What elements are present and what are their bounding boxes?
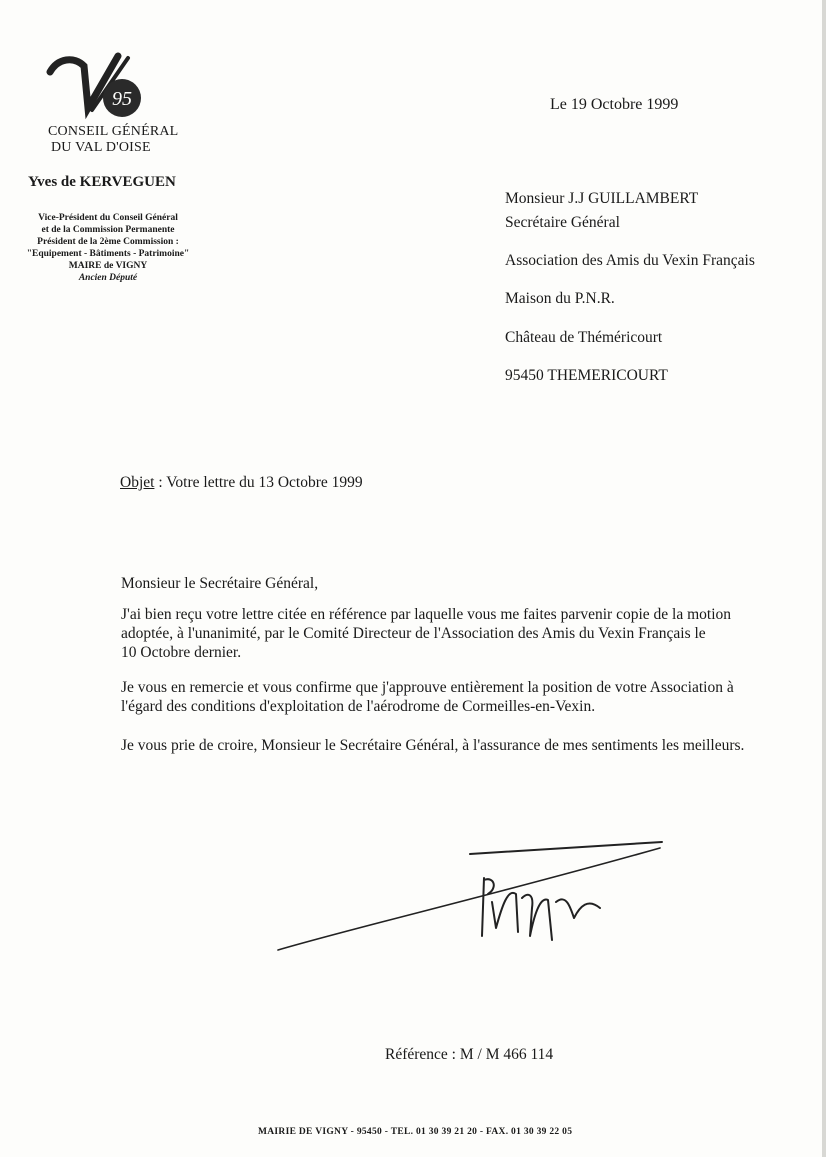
sender-title-line: MAIRE de VIGNY (68, 261, 148, 271)
recipient-line: Association des Amis du Vexin Français (505, 252, 755, 269)
subject-label: Objet (120, 474, 155, 491)
paragraph-line: J'ai bien reçu votre lettre citée en référence par laquelle vous me faites parvenir copie de la motion (121, 606, 732, 623)
salutation: Monsieur le Secrétaire Général, (121, 575, 319, 592)
paragraph-line: Je vous en remercie et vous confirme que j'approuve entièrement la position de votre Association à (121, 679, 734, 696)
recipient-line: Château de Théméricourt (505, 329, 663, 346)
paragraph-line: 10 Octobre dernier. (121, 644, 242, 661)
sender-title-line: et de la Commission Permanente (41, 225, 175, 235)
reference: Référence : M / M 466 114 (385, 1046, 554, 1063)
sender-former-title: Ancien Député (78, 273, 138, 283)
letter-date: Le 19 Octobre 1999 (550, 96, 679, 113)
paragraph-2 (121, 678, 801, 716)
sender-titles (18, 212, 198, 284)
footer-contact: MAIRIE DE VIGNY - 95450 - TEL. 01 30 39 21 20 - FAX. 01 30 39 22 05 (258, 1127, 573, 1137)
org-name-line2: DU VAL D'OISE (51, 140, 151, 155)
recipient-line: Secrétaire Général (505, 214, 620, 231)
subject-text: : Votre lettre du 13 Octobre 1999 (154, 474, 363, 491)
paragraph-1 (121, 605, 801, 662)
sender-title-line: "Equipement - Bâtiments - Patrimoine" (26, 249, 190, 259)
subject-line (120, 474, 363, 492)
paragraph-line: adoptée, à l'unanimité, par le Comité Directeur de l'Association des Amis du Vexin Français le (121, 625, 706, 642)
recipient-line: 95450 THEMERICOURT (505, 367, 668, 384)
page-edge (822, 0, 826, 1157)
conseil-general-logo (44, 52, 184, 132)
sender-name: Yves de KERVEGUEN (28, 174, 176, 190)
recipient-line: Maison du P.N.R. (505, 290, 615, 307)
signature (270, 836, 670, 966)
sender-title-line: Vice-Président du Conseil Général (38, 213, 178, 223)
closing-line: Je vous prie de croire, Monsieur le Secrétaire Général, à l'assurance de mes sentiments les meilleurs. (121, 737, 745, 754)
recipient-line: Monsieur J.J GUILLAMBERT (505, 190, 699, 207)
paragraph-line: l'égard des conditions d'exploitation de l'aérodrome de Cormeilles-en-Vexin. (121, 698, 596, 715)
logo-number: 95 (112, 88, 132, 110)
org-name-line1: CONSEIL GÉNÉRAL (48, 124, 179, 139)
sender-title-line: Président de la 2ème Commission : (37, 237, 179, 247)
